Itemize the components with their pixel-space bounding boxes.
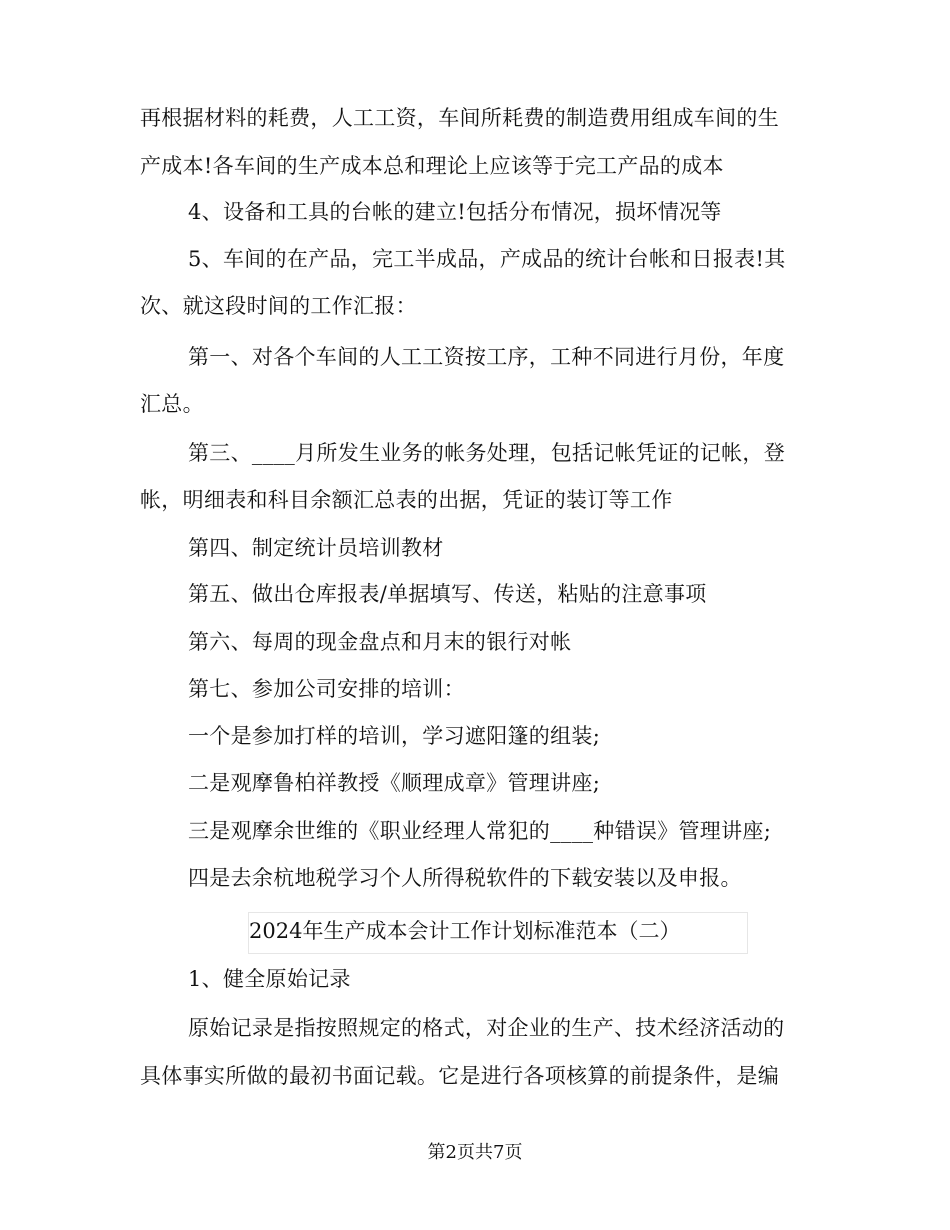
body-line-12: 第六、每周的现金盘点和月末的银行对帐 bbox=[188, 630, 572, 654]
body-line-4: 5、车间的在产品，完工半成品，产成品的统计台帐和日报表!其 bbox=[188, 247, 786, 271]
section-line-1: 1、健全原始记录 bbox=[188, 967, 351, 991]
body-line-11: 第五、做出仓库报表/单据填写、传送，粘贴的注意事项 bbox=[188, 582, 707, 606]
body-line-16: 三是观摩余世维的《职业经理人常犯的____种错误》管理讲座; bbox=[188, 819, 772, 843]
body-line-6: 第一、对各个车间的人工工资按工序，工种不同进行月份，年度 bbox=[188, 345, 785, 369]
body-line-3: 4、设备和工具的台帐的建立!包括分布情况，损坏情况等 bbox=[188, 200, 722, 224]
section-title: 2024年生产成本会计工作计划标准范本（二） bbox=[248, 912, 748, 954]
body-line-7: 汇总。 bbox=[140, 392, 204, 416]
page-number-footer: 第2页共7页 bbox=[427, 1142, 523, 1163]
section-line-3: 具体事实所做的最初书面记载。它是进行各项核算的前提条件，是编 bbox=[140, 1064, 779, 1088]
body-line-5: 次、就这段时间的工作汇报： bbox=[140, 294, 417, 318]
body-line-14: 一个是参加打样的培训，学习遮阳篷的组装; bbox=[188, 724, 601, 748]
section-line-2: 原始记录是指按照规定的格式，对企业的生产、技术经济活动的 bbox=[188, 1016, 785, 1040]
body-line-1: 再根据材料的耗费，人工工资，车间所耗费的制造费用组成车间的生 bbox=[140, 106, 779, 130]
body-line-2: 产成本!各车间的生产成本总和理论上应该等于完工产品的成本 bbox=[140, 154, 724, 178]
body-line-17: 四是去余杭地税学习个人所得税软件的下载安装以及申报。 bbox=[188, 866, 742, 890]
body-line-9: 帐，明细表和科目余额汇总表的出据，凭证的装订等工作 bbox=[140, 488, 673, 512]
body-line-13: 第七、参加公司安排的培训： bbox=[188, 677, 465, 701]
body-line-10: 第四、制定统计员培训教材 bbox=[188, 536, 444, 560]
body-line-15: 二是观摩鲁柏祥教授《顺理成章》管理讲座; bbox=[188, 771, 601, 795]
body-line-8: 第三、____月所发生业务的帐务处理，包括记帐凭证的记帐，登 bbox=[188, 441, 785, 465]
